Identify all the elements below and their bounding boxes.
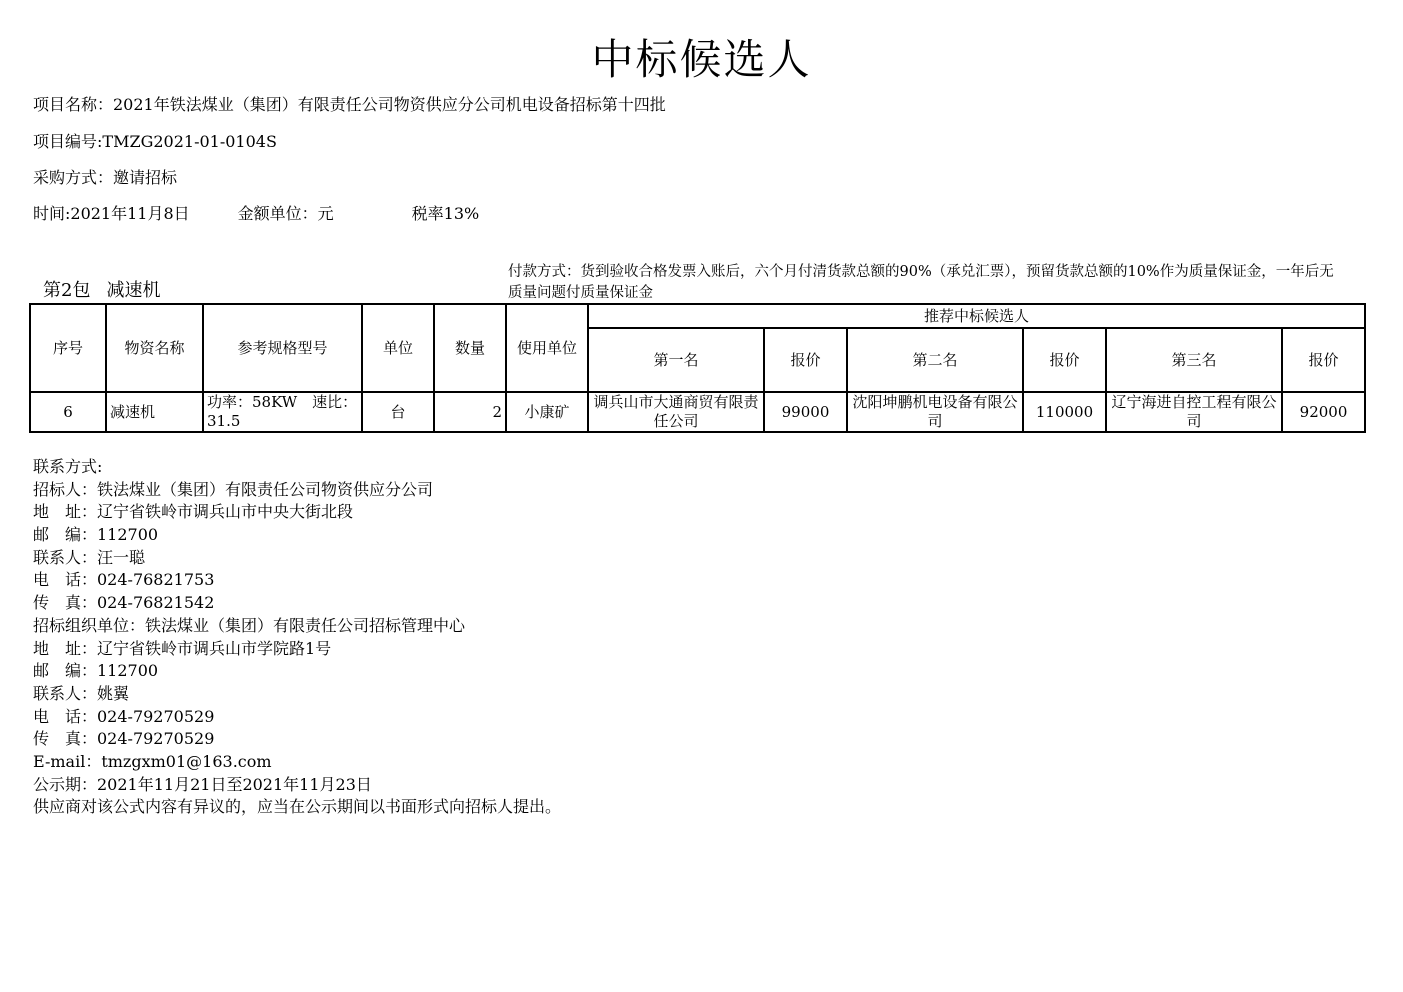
objection-note: 供应商对该公式内容有异议的，应当在公示期间以书面形式向招标人提出。: [33, 797, 562, 817]
tenderer-address: 地 址：辽宁省铁岭市调兵山市中央大街北段: [33, 502, 354, 522]
header-unit: 单位: [362, 304, 434, 392]
amount-unit: 金额单位：元: [237, 204, 334, 223]
publicity-period: 公示期：2021年11月21日至2021年11月23日: [33, 774, 372, 794]
header-price-2: 报价: [1023, 328, 1106, 392]
time-row: [33, 203, 479, 225]
cell-user-unit: 小康矿: [506, 392, 588, 432]
agency-fax: 传 真：024-79270529: [33, 729, 215, 749]
cell-second: 沈阳坤鹏机电设备有限公司: [847, 392, 1023, 432]
table-row: [30, 392, 1365, 432]
header-qty: 数量: [434, 304, 506, 392]
header-seq: 序号: [30, 304, 106, 392]
package-heading: [43, 279, 160, 303]
purchase-method: 采购方式：邀请招标: [33, 168, 178, 187]
header-item-name: 物资名称: [106, 304, 203, 392]
candidate-table: [29, 303, 1366, 433]
tenderer-postcode: 邮 编：112700: [33, 525, 159, 545]
cell-item-name: 减速机: [106, 392, 203, 432]
package-number: 第2包: [43, 280, 91, 301]
cell-third: 辽宁海进自控工程有限公司: [1106, 392, 1282, 432]
project-number: 项目编号:TMZG2021-01-0104S: [33, 132, 277, 151]
time: 时间:2021年11月8日: [33, 204, 190, 223]
agency-postcode: 邮 编：112700: [33, 661, 159, 681]
header-spec: 参考规格型号: [203, 304, 362, 392]
package-name: 减速机: [106, 280, 161, 301]
cell-unit: 台: [362, 392, 434, 432]
cell-spec: 功率：58KW 速比：31.5: [203, 392, 362, 432]
agency-address: 地 址：辽宁省铁岭市调兵山市学院路1号: [33, 638, 332, 658]
cell-seq: 6: [30, 392, 106, 432]
cell-price-1: 99000: [764, 392, 847, 432]
header-third: 第三名: [1106, 328, 1282, 392]
cell-qty: 2: [434, 392, 506, 432]
tenderer-contact-person: 联系人：汪一聪: [33, 547, 146, 567]
payment-terms: 付款方式：货到验收合格发票入账后，六个月付清货款总额的90%（承兑汇票），预留货款总额的10%作为质量保证金，一年后无质量问题付质量保证金: [508, 264, 1334, 301]
agency-contact-person: 联系人：姚翼: [33, 683, 130, 703]
cell-price-3: 92000: [1282, 392, 1365, 432]
header-recommend: 推荐中标候选人: [588, 304, 1365, 328]
header-second: 第二名: [847, 328, 1023, 392]
contact-heading: 联系方式:: [33, 457, 103, 476]
page-title: 中标候选人: [591, 35, 812, 84]
agency: 招标组织单位：铁法煤业（集团）有限责任公司招标管理中心: [33, 615, 466, 635]
project-name: 项目名称：2021年铁法煤业（集团）有限责任公司物资供应分公司机电设备招标第十四批: [33, 95, 666, 114]
header-first: 第一名: [588, 328, 764, 392]
header-price-3: 报价: [1282, 328, 1365, 392]
tenderer-fax: 传 真：024-76821542: [33, 593, 215, 613]
header-price-1: 报价: [764, 328, 847, 392]
cell-first: 调兵山市大通商贸有限责任公司: [588, 392, 764, 432]
cell-price-2: 110000: [1023, 392, 1106, 432]
tenderer-phone: 电 话：024-76821753: [33, 570, 215, 590]
agency-phone: 电 话：024-79270529: [33, 706, 215, 726]
email: E-mail：tmzgxm01@163.com: [33, 751, 272, 771]
header-user-unit: 使用单位: [506, 304, 588, 392]
contact-info: [33, 456, 561, 819]
tenderer: 招标人：铁法煤业（集团）有限责任公司物资供应分公司: [33, 479, 434, 499]
tax-rate: 税率13%: [411, 204, 480, 223]
